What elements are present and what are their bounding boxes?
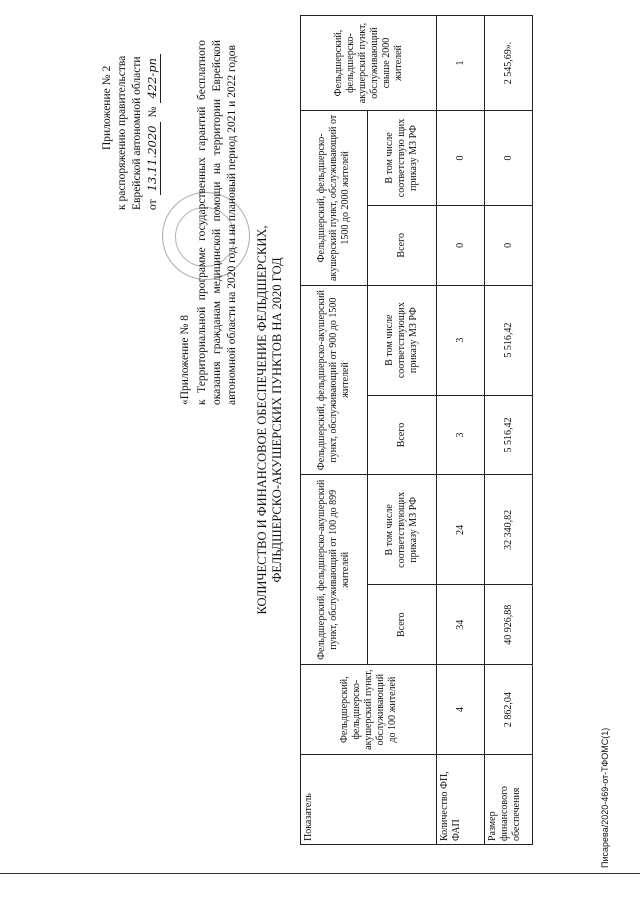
handwritten-date: 13.11.2020 xyxy=(145,122,161,196)
sub-compliant-2: В том числе соответствующих приказу МЗ РФ xyxy=(368,285,437,395)
title-line-1: КОЛИЧЕСТВО И ФИНАНСОВОЕ ОБЕСПЕЧЕНИЕ ФЕЛЬДШЕРСКИХ, xyxy=(255,225,269,615)
cell-over2000: 1 xyxy=(437,16,485,111)
cell-100-899-comp: 24 xyxy=(437,475,485,585)
appendix-2-title: Приложение № 2 xyxy=(101,65,113,150)
cell-1500-2000-total: 0 xyxy=(485,205,533,285)
sub-compliant-1: В том числе соответствующих приказу МЗ РФ xyxy=(368,475,437,585)
header-upto100: Фельдшерский, фельдшерско-акушерский пункт, обслуживающий до 100 жителей xyxy=(301,665,437,755)
cell-1500-2000-comp: 0 xyxy=(485,111,533,206)
title-line-2: ФЕЛЬДШЕРСКО-АКУШЕРСКИХ ПУНКТОВ НА 2020 ГОД xyxy=(270,257,284,583)
appendix-2-line3: Еврейской автономной области xyxy=(131,56,143,210)
appendix-2-block xyxy=(100,10,161,210)
appendix-2-date-row xyxy=(145,10,161,210)
cell-900-1500-total: 5 516,42 xyxy=(485,395,533,475)
appendix-8-title: «Приложение № 8 xyxy=(179,315,191,405)
cell-over2000: 2 545,69». xyxy=(485,16,533,111)
header-1500-2000: Фельдшерский, фельдшерско-акушерский пункт, обслуживающий от 1500 до 2000 жителей xyxy=(301,111,368,286)
appendix-8-block xyxy=(178,40,240,405)
header-900-1500: Фельдшерский, фельдшерско-акушерский пункт, обслуживающий от 900 до 1500 жителей xyxy=(301,285,368,475)
number-label: № xyxy=(147,106,159,118)
header-over2000: Фельдшерский, фельдшерско-акушерский пункт, обслуживающий свыше 2000 жителей xyxy=(301,16,437,111)
sub-total-3: Всего xyxy=(368,205,437,285)
cell-900-1500-comp: 5 516,42 xyxy=(485,285,533,395)
cell-1500-2000-comp: 0 xyxy=(437,111,485,206)
footer-file-note: Писарева/2020-469-от-ТФОМС(1) xyxy=(600,727,610,868)
sub-total-2: Всего xyxy=(368,395,437,475)
document-title xyxy=(255,20,285,820)
table-row xyxy=(437,16,485,845)
fap-table xyxy=(300,15,533,845)
cell-100-899-total: 40 926,88 xyxy=(485,585,533,665)
header-100-899: Фельдшерский, фельдшерско-акушерский пункт, обслуживающий от 100 до 899 жителей xyxy=(301,475,368,665)
table-row xyxy=(485,16,533,845)
cell-100-899-total: 34 xyxy=(437,585,485,665)
cell-900-1500-total: 3 xyxy=(437,395,485,475)
row-label: Размер финансового обеспечения xyxy=(485,755,533,845)
table-header-row xyxy=(301,16,368,845)
handwritten-number: 422-рп xyxy=(145,54,161,103)
row-label: Количество ФП, ФАП xyxy=(437,755,485,845)
sub-total-1: Всего xyxy=(368,585,437,665)
header-indicator: Показатель xyxy=(301,755,437,845)
sub-compliant-3: В том числе соответствую щих приказу МЗ РФ xyxy=(368,111,437,206)
appendix-2-line2: к распоряжению правительства xyxy=(116,55,128,210)
cell-upto100: 2 862,04 xyxy=(485,665,533,755)
cell-1500-2000-total: 0 xyxy=(437,205,485,285)
footer-divider xyxy=(0,873,640,874)
date-prefix: от xyxy=(147,199,159,210)
cell-100-899-comp: 32 340,82 xyxy=(485,475,533,585)
appendix-8-body: к Территориальной программе государственных гарантий бесплатного оказания гражданам медицинской помощи на территории Еврейской автономной области на 2020 год и на плановый период 2021 и 2022 годов xyxy=(196,40,238,405)
cell-900-1500-comp: 3 xyxy=(437,285,485,395)
cell-upto100: 4 xyxy=(437,665,485,755)
